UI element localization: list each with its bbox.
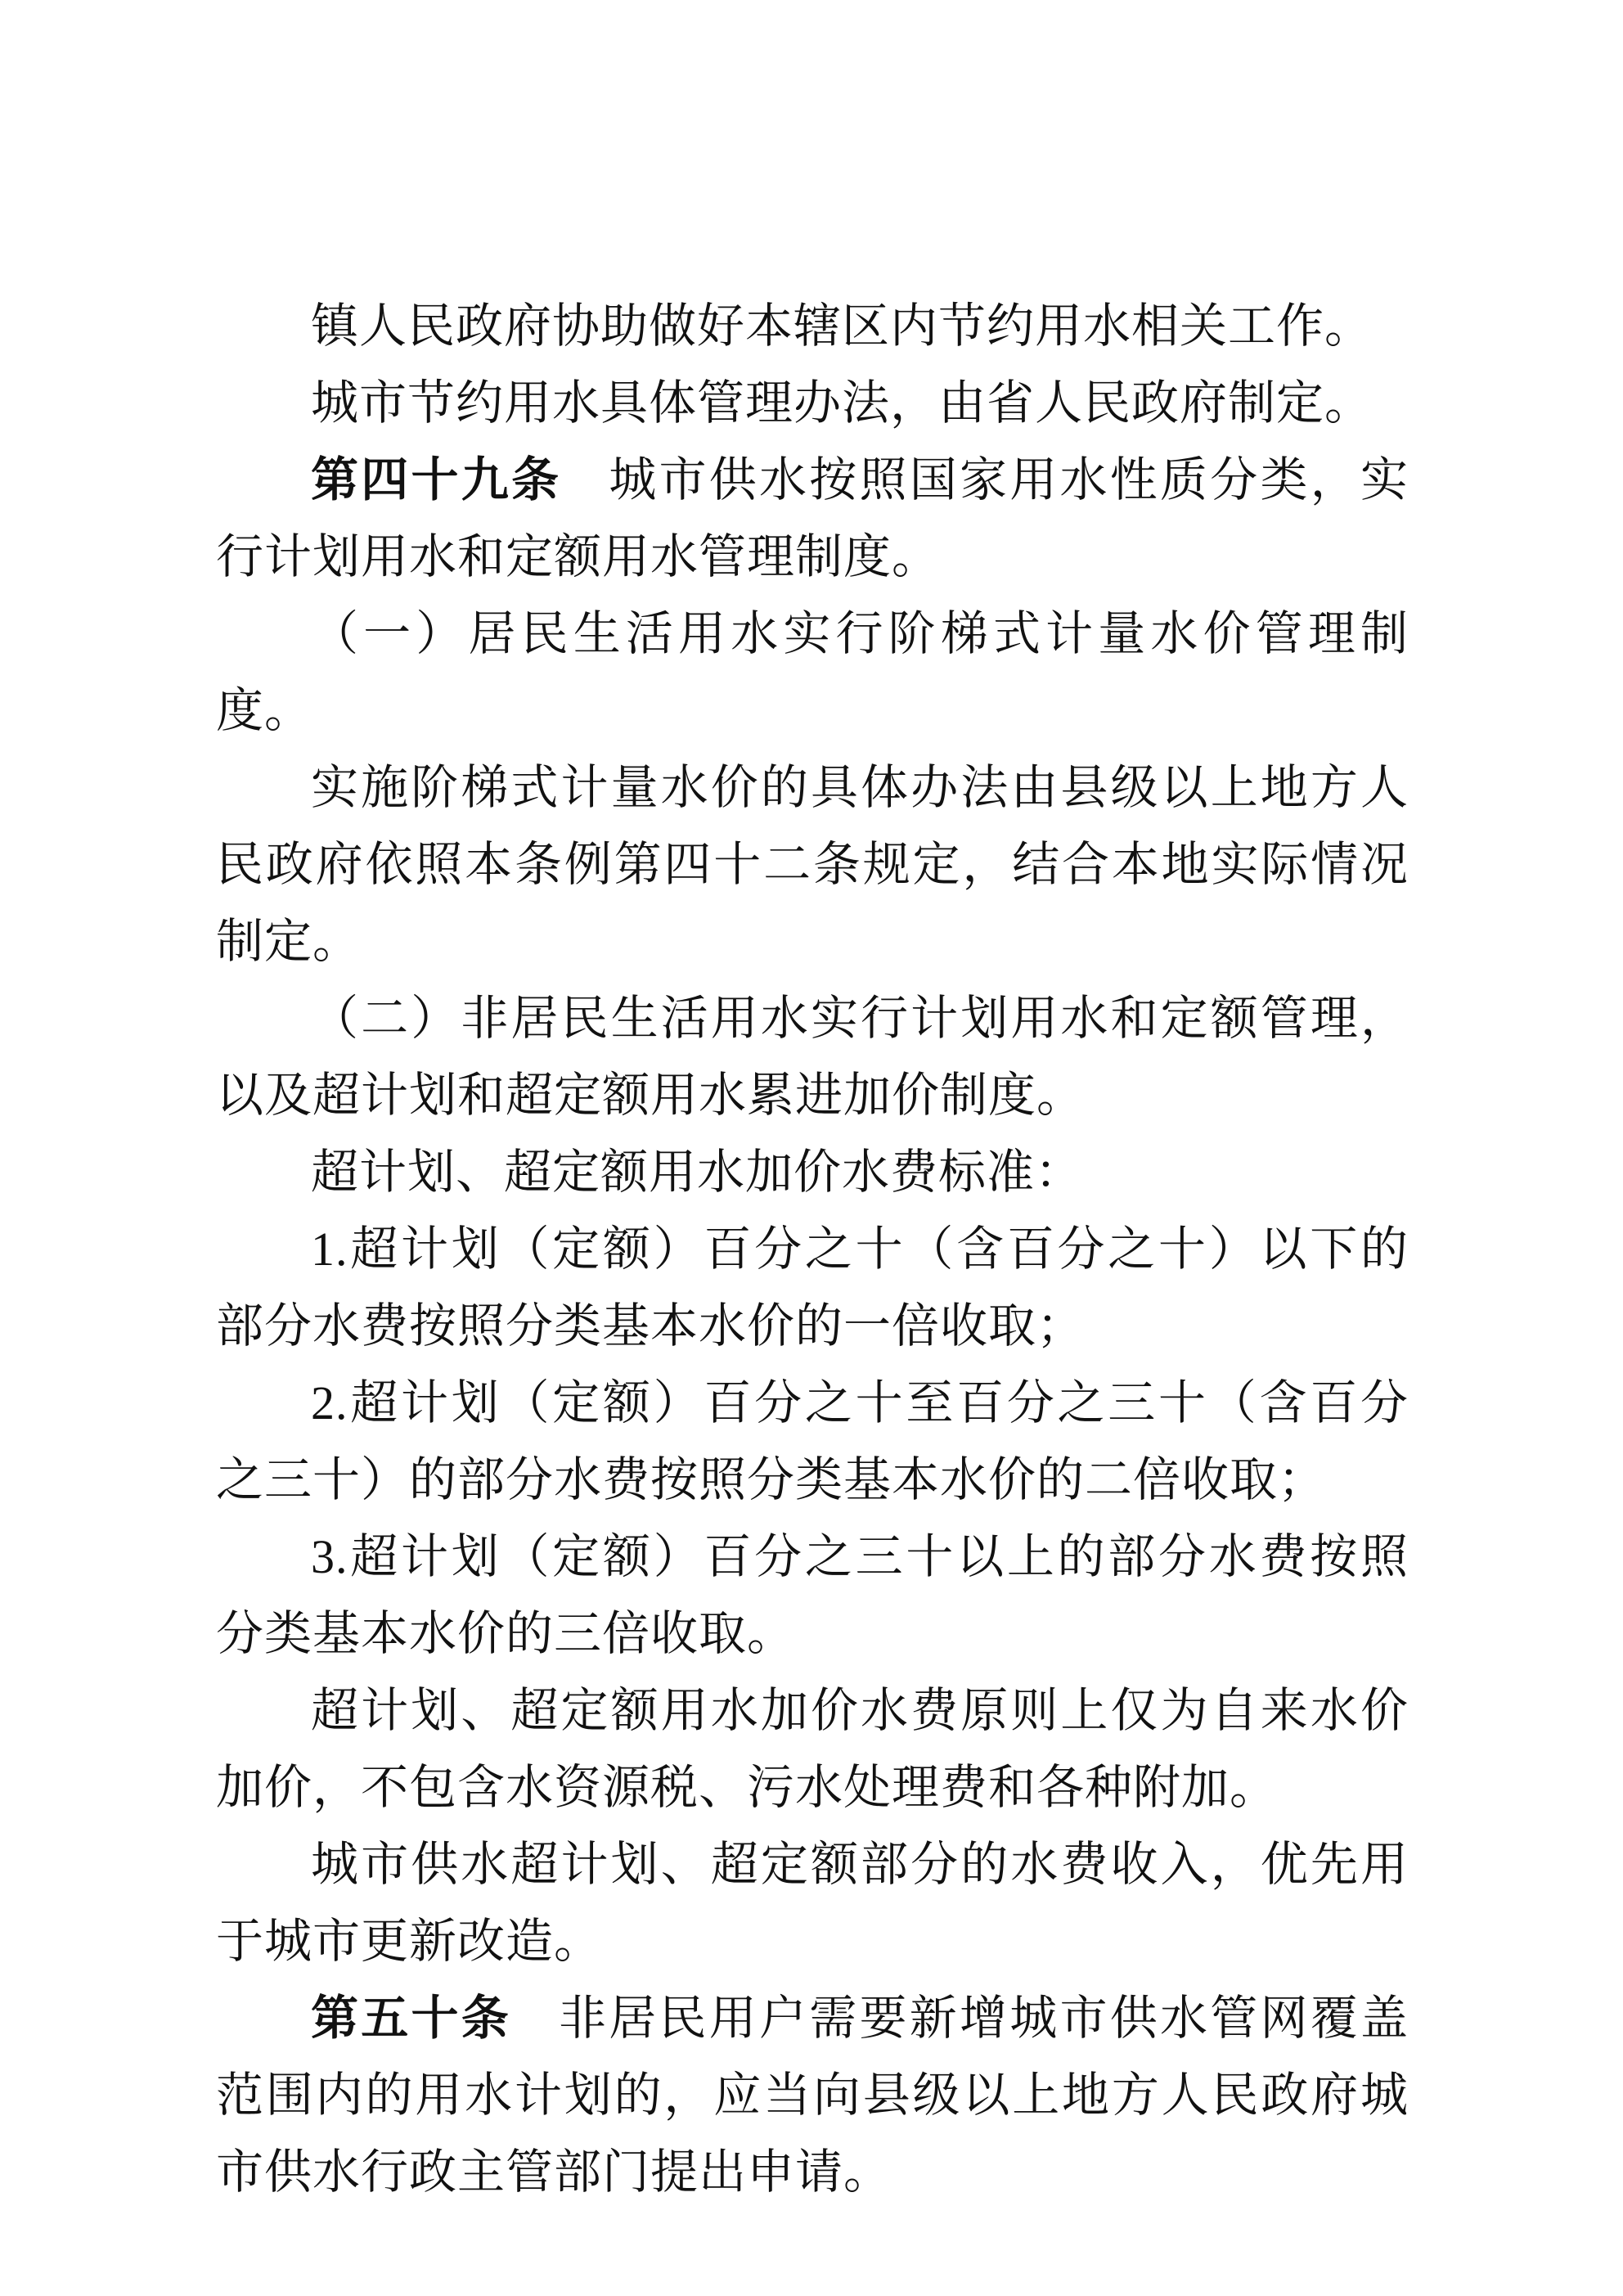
article-49-text: 城市供水按照国家用水性质分类，实行计划用水和定额用水管理制度。 xyxy=(216,453,1409,583)
paragraph-surcharge-scope: 超计划、超定额用水加价水费原则上仅为自来水价加价，不包含水资源税、污水处理费和各种附加。 xyxy=(216,1684,1409,1814)
paragraph-surcharge-tier-3: 3.超计划（定额）百分之三十以上的部分水费按照分类基本水价的三倍收取。 xyxy=(216,1530,1409,1660)
document-body xyxy=(216,288,1409,2211)
article-49-number: 第四十九条 xyxy=(311,453,562,506)
paragraph-management-measures: 城市节约用水具体管理办法，由省人民政府制定。 xyxy=(311,376,1373,430)
paragraph-town-government-duty: 镇人民政府协助做好本辖区内节约用水相关工作。 xyxy=(311,299,1373,353)
paragraph-article-50 xyxy=(216,1980,1409,2211)
article-50-number: 第五十条 xyxy=(311,1992,511,2045)
paragraph-item-2-non-residential: （二）非居民生活用水实行计划用水和定额管理，以及超计划和超定额用水累进加价制度。 xyxy=(216,992,1409,1122)
paragraph-surcharge-tier-1: 1.超计划（定额）百分之十（含百分之十）以下的部分水费按照分类基本水价的一倍收取； xyxy=(216,1222,1409,1353)
paragraph-tiered-pricing-measures: 实施阶梯式计量水价的具体办法由县级以上地方人民政府依照本条例第四十二条规定，结合本地实际情况制定。 xyxy=(216,761,1409,968)
paragraph-surcharge-standard-intro: 超计划、超定额用水加价水费标准： xyxy=(311,1146,1084,1199)
paragraph-item-1-residential: （一）居民生活用水实行阶梯式计量水价管理制度。 xyxy=(216,607,1409,737)
paragraph-article-49 xyxy=(216,442,1409,596)
paragraph-surcharge-tier-2: 2.超计划（定额）百分之十至百分之三十（含百分之三十）的部分水费按照分类基本水价的二倍收取； xyxy=(216,1376,1409,1506)
article-50-text: 非居民用户需要新增城市供水管网覆盖范围内的用水计划的，应当向县级以上地方人民政府城市供水行政主管部门提出申请。 xyxy=(216,1992,1409,2199)
paragraph-revenue-use: 城市供水超计划、超定额部分的水费收入，优先用于城市更新改造。 xyxy=(216,1838,1409,1968)
